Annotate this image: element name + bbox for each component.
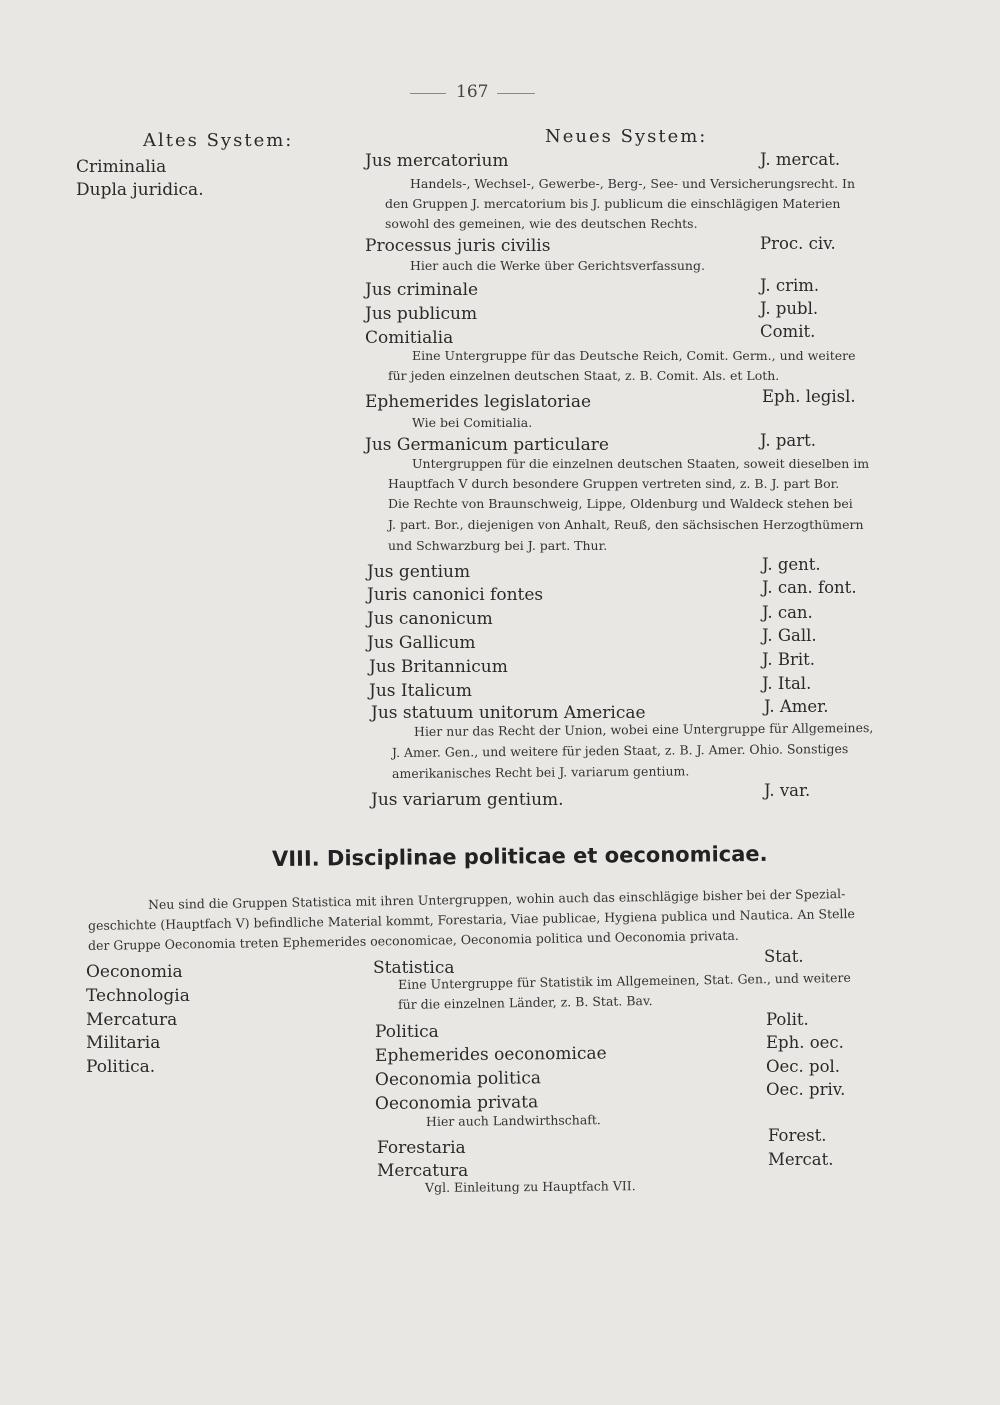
- note-line: Untergruppen für die einzelnen deutschen Staaten, soweit dieselben im: [412, 456, 870, 471]
- group-name: Mercatura: [377, 1161, 469, 1181]
- group-name: Jus mercatorium: [365, 151, 509, 171]
- group-name: Oeconomia politica: [374, 1068, 542, 1090]
- group-name: Politica: [375, 1022, 439, 1042]
- intro-line: Neu sind die Gruppen Statistica mit ihren Untergruppen, wohin auch das einschlägige bisher bei der Spezial-: [147, 886, 846, 912]
- group-abbr: J. publ.: [760, 299, 819, 318]
- group-name: Oeconomia privata: [374, 1092, 539, 1114]
- group-abbr: J. crim.: [760, 276, 820, 295]
- note-line: sowohl des gemeinen, wie des deutschen Rechts.: [385, 216, 698, 231]
- intro-line: geschichte (Hauptfach V) befindliche Material kommt, Forestaria, Viae publicae, Hygiena publica und Nautica. An Stelle: [87, 905, 855, 933]
- note-line: amerikanisches Recht bei J. variarum gentium.: [391, 763, 690, 781]
- note-line: für jeden einzelnen deutschen Staat, z. B. Comit. Als. et Loth.: [388, 368, 780, 383]
- group-abbr: J. var.: [764, 781, 811, 800]
- group-name: Comitialia: [365, 328, 454, 348]
- group-abbr: Eph. legisl.: [762, 387, 856, 406]
- group-name: Jus Italicum: [369, 681, 473, 701]
- note-line: J. part. Bor., diejenigen von Anhalt, Reuß, den sächsischen Herzogthümern: [388, 517, 864, 532]
- note-line: Hier nur das Recht der Union, wobei eine Untergruppe für Allgemeines,: [413, 719, 874, 739]
- group-abbr: Comit.: [760, 322, 816, 341]
- group-name: Jus Britannicum: [369, 657, 508, 677]
- group-abbr: Proc. civ.: [760, 234, 836, 253]
- note-line: J. Amer. Gen., und weitere für jeden Staat, z. B. J. Amer. Ohio. Sonstiges: [391, 741, 849, 760]
- group-abbr: Mercat.: [768, 1150, 834, 1169]
- group-name: Jus publicum: [365, 304, 478, 324]
- group-name: Statistica: [373, 958, 455, 978]
- group-abbr: J. Ital.: [762, 674, 812, 693]
- group-abbr: J. mercat.: [760, 150, 841, 169]
- group-abbr: J. Amer.: [764, 697, 829, 716]
- group-abbr: Stat.: [764, 947, 804, 966]
- note-line: Handels-, Wechsel-, Gewerbe-, Berg-, See- und Versicherungsrecht. In: [410, 176, 856, 191]
- group-name: Jus canonicum: [367, 609, 493, 629]
- group-name: Juris canonici fontes: [367, 585, 544, 605]
- note-line: für die einzelnen Länder, z. B. Stat. Bav.: [397, 993, 653, 1012]
- old-item: Mercatura: [86, 1010, 178, 1030]
- group-name: Jus statuum unitorum Americae: [371, 703, 646, 723]
- group-abbr: J. part.: [760, 431, 816, 450]
- note-line: Hauptfach V durch besondere Gruppen vertreten sind, z. B. J. part Bor.: [388, 476, 840, 491]
- group-abbr: J. can. font.: [762, 578, 857, 597]
- group-name: Jus Gallicum: [367, 633, 476, 653]
- group-name: Ephemerides oeconomicae: [374, 1043, 607, 1066]
- group-abbr: Polit.: [766, 1010, 809, 1029]
- note-line: Wie bei Comitialia.: [412, 415, 533, 430]
- group-abbr: Forest.: [768, 1126, 827, 1145]
- note-line: Eine Untergruppe für Statistik im Allgemeinen, Stat. Gen., und weitere: [397, 969, 851, 992]
- page-number: 167: [456, 82, 489, 102]
- note-line: den Gruppen J. mercatorium bis J. publicum die einschlägigen Materien: [385, 196, 841, 211]
- group-name: Ephemerides legislatoriae: [365, 392, 592, 412]
- new-system-header: Neues System:: [545, 126, 708, 147]
- group-name: Jus gentium: [367, 562, 471, 582]
- old-item: Militaria: [86, 1033, 161, 1053]
- group-abbr: Eph. oec.: [766, 1033, 844, 1052]
- note-line: Eine Untergruppe für das Deutsche Reich, Comit. Germ., und weitere: [412, 348, 856, 363]
- group-abbr: Oec. priv.: [766, 1080, 846, 1099]
- group-abbr: Oec. pol.: [766, 1057, 841, 1076]
- note-line: Vgl. Einleitung zu Hauptfach VII.: [424, 1178, 636, 1195]
- note-line: und Schwarzburg bei J. part. Thur.: [388, 538, 608, 553]
- group-abbr: J. Gall.: [762, 626, 817, 645]
- old-item: Oeconomia: [86, 962, 183, 982]
- section-heading: VIII. Disciplinae politicae et oeconomicae.: [271, 841, 768, 871]
- note-line: Hier auch die Werke über Gerichtsverfassung.: [410, 258, 705, 273]
- group-name: Forestaria: [377, 1138, 466, 1158]
- old-item: Dupla juridica.: [76, 180, 204, 200]
- note-line: Die Rechte von Braunschweig, Lippe, Oldenburg und Waldeck stehen bei: [388, 496, 853, 511]
- note-line: Hier auch Landwirthschaft.: [425, 1112, 601, 1129]
- old-system-header: Altes System:: [143, 130, 294, 151]
- group-name: Jus variarum gentium.: [371, 790, 564, 810]
- old-item: Politica.: [86, 1057, 156, 1077]
- intro-line: der Gruppe Oeconomia treten Ephemerides oeconomicae, Oeconomia politica und Oeconomia privata.: [87, 927, 739, 953]
- old-item: Criminalia: [76, 157, 167, 177]
- page-number-rule-right: [497, 93, 535, 94]
- page-number-rule-left: [410, 93, 446, 94]
- group-name: Processus juris civilis: [365, 236, 551, 256]
- group-abbr: J. can.: [762, 603, 813, 622]
- group-name: Jus criminale: [365, 280, 479, 300]
- old-item: Technologia: [86, 986, 190, 1006]
- group-name: Jus Germanicum particulare: [365, 435, 609, 455]
- group-abbr: J. gent.: [762, 555, 821, 574]
- group-abbr: J. Brit.: [762, 650, 815, 669]
